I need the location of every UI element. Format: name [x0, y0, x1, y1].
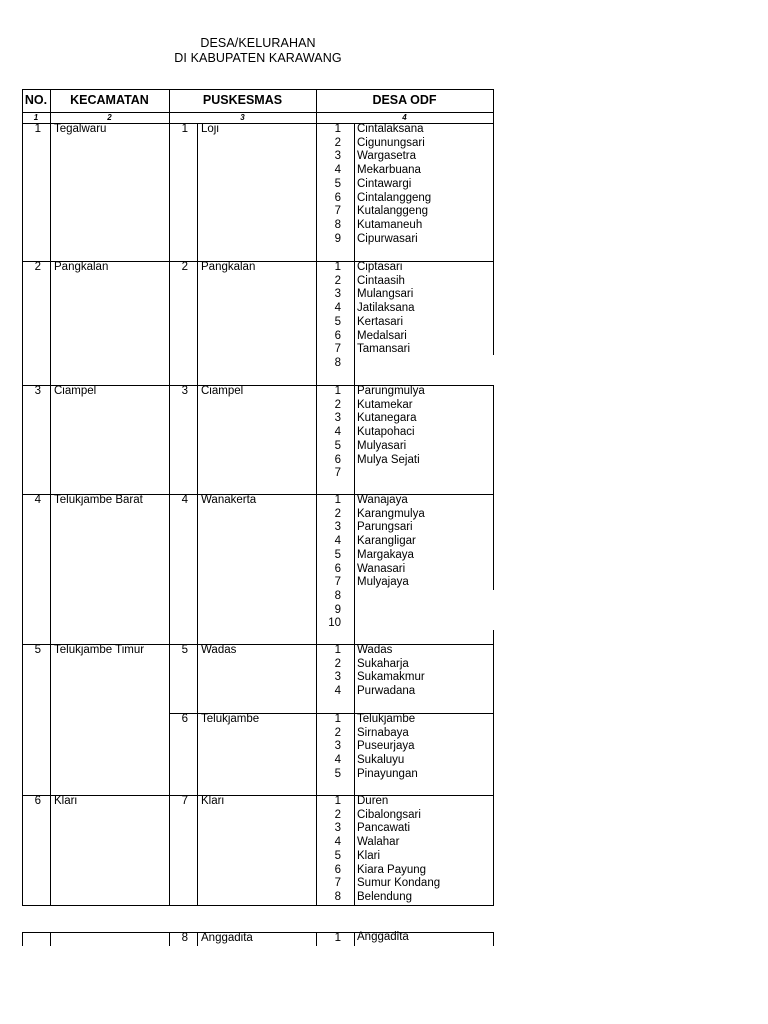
table-rule	[50, 932, 51, 946]
desa-number: 1	[334, 494, 341, 506]
table-rule	[169, 261, 170, 385]
desa-number: 8	[334, 890, 341, 903]
desa-name: Mulyasari	[357, 439, 407, 452]
desa-number: 8	[334, 218, 341, 231]
table-rule	[22, 494, 23, 644]
desa-name: Wanajaya	[357, 494, 408, 506]
column-number: 4	[402, 113, 407, 122]
table-rule	[50, 494, 51, 644]
desa-name: Walahar	[357, 836, 400, 849]
desa-name: Sukaluyu	[357, 754, 405, 767]
desa-name: Sumur Kondang	[357, 877, 441, 890]
desa-number: 1	[334, 713, 341, 725]
column-number: 2	[107, 113, 112, 122]
table-rule	[197, 713, 198, 795]
desa-name: Karangligar	[357, 535, 416, 548]
desa-number: 5	[334, 548, 341, 561]
desa-name: Parungsari	[357, 521, 413, 534]
desa-name: Anggadita	[357, 931, 409, 943]
table-rule	[354, 795, 355, 905]
desa-name: Kertasari	[357, 315, 404, 328]
table-rule	[197, 385, 198, 494]
kecamatan-name: Telukjambe Barat	[54, 494, 143, 506]
desa-number: 5	[334, 767, 341, 780]
desa-name: Ciptasari	[357, 261, 403, 273]
table-rule	[493, 494, 494, 590]
desa-name: Cintawargi	[357, 177, 412, 190]
desa-name: Kutalanggeng	[357, 205, 428, 218]
table-rule	[169, 494, 170, 644]
desa-name: Karangmulya	[357, 507, 425, 520]
table-rule	[22, 89, 494, 90]
desa-name: Cintaasih	[357, 274, 405, 287]
desa-name: Cigunungsari	[357, 136, 425, 149]
title-line-1: DESA/KELURAHAN	[200, 36, 316, 50]
table-rule	[50, 644, 51, 795]
table-rule	[493, 713, 494, 795]
table-rule	[354, 494, 355, 644]
desa-name: Kutamaneuh	[357, 218, 423, 231]
desa-name: Duren	[357, 795, 389, 807]
table-rule	[169, 385, 170, 494]
table-rule	[22, 644, 23, 795]
desa-name: Cintalaksana	[357, 123, 424, 135]
desa-name: Kutanegara	[357, 412, 417, 425]
desa-number: 4	[334, 426, 341, 439]
puskesmas-number: 6	[181, 713, 188, 725]
desa-name: Kutapohaci	[357, 426, 415, 439]
table-rule	[354, 261, 355, 385]
table-rule	[197, 932, 198, 946]
table-rule	[50, 261, 51, 385]
desa-number: 3	[334, 288, 341, 301]
puskesmas-name: Anggadita	[201, 932, 253, 944]
table-rule	[22, 905, 494, 906]
puskesmas-number: 1	[181, 123, 188, 135]
kecamatan-name: Telukjambe Timur	[54, 644, 145, 656]
kecamatan-name: Ciampel	[54, 385, 97, 397]
table-rule	[197, 644, 198, 713]
puskesmas-name: Loji	[201, 123, 219, 135]
desa-name: Parungmulya	[357, 385, 425, 397]
desa-name: Medalsari	[357, 329, 407, 342]
desa-number: 3	[334, 150, 341, 163]
desa-name: Tamansari	[357, 343, 411, 356]
desa-number: 4	[334, 685, 341, 698]
column-header: KECAMATAN	[70, 93, 149, 107]
row-number: 3	[34, 385, 41, 397]
desa-number: 7	[334, 467, 341, 480]
desa-number: 5	[334, 439, 341, 452]
desa-name: Wadas	[357, 644, 393, 656]
row-number: 5	[34, 644, 41, 656]
desa-number: 2	[334, 136, 341, 149]
desa-number: 2	[334, 274, 341, 287]
desa-name: Mulya Sejati	[357, 453, 420, 466]
puskesmas-name: Klari	[201, 795, 225, 807]
puskesmas-number: 2	[181, 261, 188, 273]
table-rule	[354, 713, 355, 795]
kecamatan-name: Tegalwaru	[54, 123, 107, 135]
puskesmas-number: 3	[181, 385, 188, 397]
column-number: 1	[33, 113, 39, 122]
desa-number: 2	[334, 507, 341, 520]
desa-number: 8	[334, 589, 341, 602]
desa-number: 7	[334, 576, 341, 589]
desa-number: 4	[334, 302, 341, 315]
desa-number: 4	[334, 164, 341, 177]
table-rule	[197, 494, 198, 644]
table-rule	[50, 385, 51, 494]
puskesmas-name: Ciampel	[201, 385, 244, 397]
desa-name: Pinayungan	[357, 767, 418, 780]
puskesmas-number: 4	[181, 494, 188, 506]
table-rule	[493, 644, 494, 713]
desa-number: 3	[334, 412, 341, 425]
table-rule	[22, 932, 494, 933]
desa-number: 2	[334, 726, 341, 739]
table-rule	[197, 795, 198, 905]
puskesmas-name: Pangkalan	[201, 261, 256, 273]
table-rule	[169, 123, 170, 261]
desa-number: 2	[334, 657, 341, 670]
desa-number: 5	[334, 849, 341, 862]
desa-name: Mekarbuana	[357, 164, 421, 177]
desa-number: 7	[334, 343, 341, 356]
desa-number: 5	[334, 315, 341, 328]
puskesmas-number: 8	[181, 932, 188, 944]
desa-number: 8	[334, 356, 341, 369]
table-rule	[493, 261, 494, 355]
desa-number: 1	[334, 385, 341, 397]
table-rule	[22, 261, 23, 385]
desa-number: 4	[334, 754, 341, 767]
column-header: NO.	[24, 93, 48, 107]
table-rule	[493, 89, 494, 123]
puskesmas-name: Wanakerta	[201, 494, 257, 506]
kecamatan-name: Klari	[54, 795, 78, 807]
desa-number: 4	[334, 535, 341, 548]
table-rule	[197, 261, 198, 385]
desa-name: Margakaya	[357, 548, 414, 561]
desa-name: Mulyajaya	[357, 576, 409, 589]
desa-name: Cibalongsari	[357, 808, 421, 821]
desa-number: 1	[334, 795, 341, 807]
table-rule	[169, 795, 170, 905]
desa-number: 9	[334, 232, 341, 245]
desa-number: 5	[334, 177, 341, 190]
row-number: 6	[34, 795, 41, 807]
table-rule	[493, 932, 494, 946]
desa-number: 1	[334, 261, 341, 273]
desa-number: 6	[334, 453, 341, 466]
desa-number: 7	[334, 205, 341, 218]
table-rule	[354, 385, 355, 494]
puskesmas-name: Telukjambe	[201, 713, 260, 725]
desa-name: Wargasetra	[357, 150, 417, 163]
table-rule	[50, 795, 51, 905]
title-line-2: DI KABUPATEN KARAWANG	[174, 51, 342, 65]
desa-name: Cintalanggeng	[357, 191, 432, 204]
desa-number: 3	[334, 671, 341, 684]
puskesmas-number: 7	[181, 795, 188, 807]
column-header: PUSKESMAS	[202, 93, 283, 107]
desa-name: Sukamakmur	[357, 671, 425, 684]
table-rule	[493, 630, 494, 644]
desa-number: 6	[334, 562, 341, 575]
table-rule	[493, 123, 494, 261]
desa-number: 2	[334, 808, 341, 821]
puskesmas-name: Wadas	[201, 644, 237, 656]
desa-name: Mulangsari	[357, 288, 414, 301]
table-rule	[22, 385, 23, 494]
row-number: 4	[34, 494, 41, 506]
desa-number: 6	[334, 863, 341, 876]
table-rule	[354, 644, 355, 713]
table-rule	[22, 795, 23, 905]
desa-number: 6	[334, 329, 341, 342]
table-rule	[197, 123, 198, 261]
desa-name: Sirnabaya	[357, 726, 409, 739]
row-number: 1	[34, 123, 41, 135]
desa-name: Klari	[357, 849, 381, 862]
desa-number: 1	[334, 644, 341, 656]
table-rule	[22, 795, 494, 796]
desa-number: 9	[334, 603, 341, 616]
row-number: 2	[34, 261, 41, 273]
table-rule	[354, 123, 355, 261]
column-number: 3	[240, 113, 245, 122]
desa-number: 3	[334, 822, 341, 835]
table-rule	[354, 932, 355, 946]
puskesmas-number: 5	[181, 644, 188, 656]
desa-name: Puseurjaya	[357, 740, 415, 753]
desa-name: Kutamekar	[357, 398, 413, 411]
desa-name: Telukjambe	[357, 713, 416, 725]
desa-name: Pancawati	[357, 822, 411, 835]
desa-number: 3	[334, 521, 341, 534]
desa-number: 1	[334, 932, 341, 944]
table-rule	[22, 123, 23, 261]
desa-number: 7	[334, 877, 341, 890]
table-rule	[493, 385, 494, 494]
desa-name: Jatilaksana	[357, 302, 415, 315]
kecamatan-name: Pangkalan	[54, 261, 109, 273]
desa-name: Cipurwasari	[357, 232, 418, 245]
table-rule	[22, 932, 23, 946]
desa-number: 6	[334, 191, 341, 204]
table-rule	[493, 795, 494, 905]
desa-number: 3	[334, 740, 341, 753]
desa-name: Belendung	[357, 890, 412, 903]
table-rule	[50, 123, 51, 261]
column-header: DESA ODF	[372, 93, 437, 107]
desa-name: Sukaharja	[357, 657, 409, 670]
desa-number: 10	[328, 617, 341, 630]
desa-number: 1	[334, 123, 341, 135]
desa-name: Purwadana	[357, 685, 416, 698]
desa-number: 4	[334, 836, 341, 849]
desa-number: 2	[334, 398, 341, 411]
desa-name: Kiara Payung	[357, 863, 427, 876]
desa-name: Wanasari	[357, 562, 406, 575]
